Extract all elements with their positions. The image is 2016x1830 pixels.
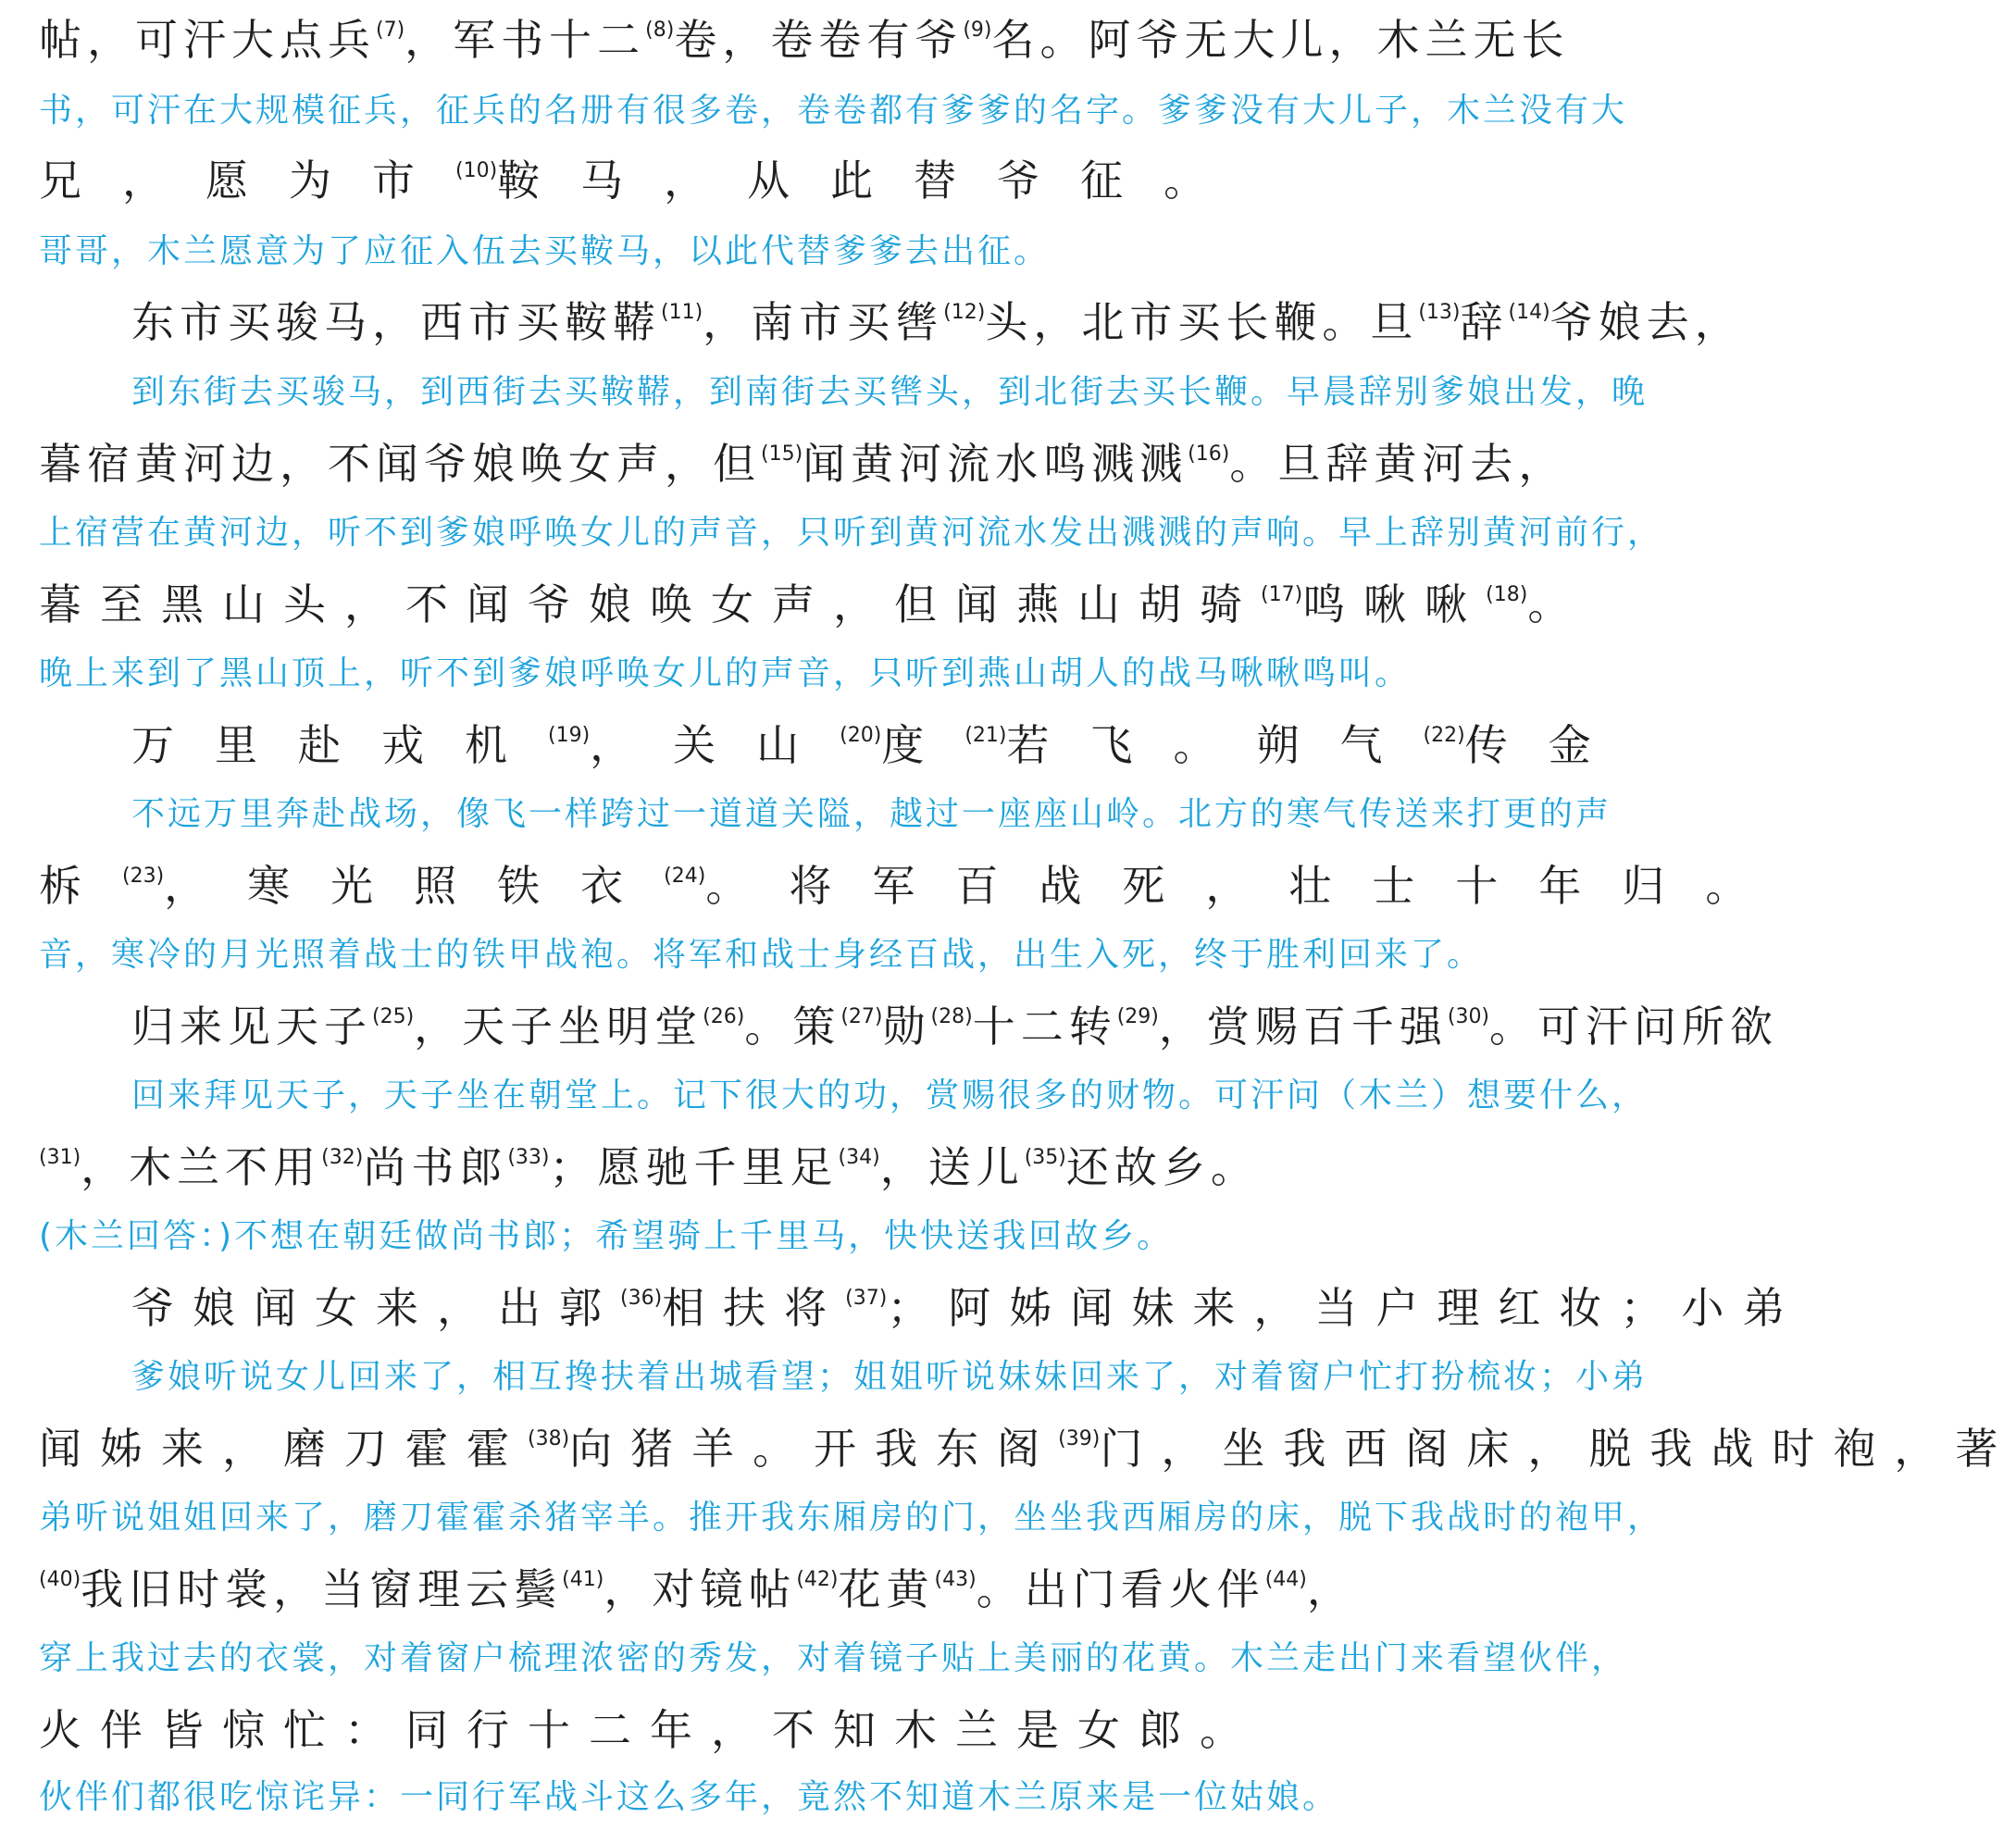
original-text: ，对镜帖 — [604, 1564, 797, 1614]
footnote-marker: (19) — [548, 724, 591, 747]
original-text: 爷娘闻女来，出郭 — [131, 1283, 620, 1333]
translation-line: 弟听说姐姐回来了，磨刀霍霍杀猪宰羊。推开我东厢房的门，坐坐我西厢房的床，脱下我战时的袍甲， — [39, 1499, 1664, 1537]
footnote-marker: (27) — [840, 1005, 883, 1028]
original-text: 归来见天子 — [131, 1002, 372, 1052]
translation-line: 书，可汗在大规模征兵，征兵的名册有很多卷，卷卷都有爹爹的名字。爹爹没有大儿子，木兰没有大 — [39, 92, 1628, 130]
original-text: ，赏赐百千强 — [1158, 1002, 1448, 1052]
footnote-marker: (30) — [1447, 1005, 1490, 1028]
footnote-marker: (9) — [963, 19, 992, 42]
translation-line: 晚上来到了黑山顶上，听不到爹娘呼唤女儿的声音，只听到燕山胡人的战马啾啾鸣叫。 — [39, 654, 1412, 692]
original-text: 辞 — [1460, 297, 1509, 347]
footnote-marker: (16) — [1188, 442, 1230, 466]
original-text: 。将军百战死，壮士十年归。 — [705, 861, 1789, 911]
original-text: 万里赴戎机 — [131, 720, 548, 770]
footnote-marker: (7) — [376, 19, 405, 42]
footnote-marker: (38) — [528, 1427, 570, 1450]
original-line — [39, 297, 1809, 347]
original-text: 门，坐我西阁床，脱我战时袍，著 — [1100, 1424, 2016, 1474]
footnote-marker: (25) — [372, 1005, 415, 1028]
original-text: 火伴皆惊忙：同行十二年，不知木兰是女郎。 — [39, 1705, 1261, 1755]
footnote-marker: (20) — [840, 724, 882, 747]
original-text: 兄，愿为市 — [39, 156, 455, 205]
footnote-marker: (10) — [455, 159, 498, 182]
original-text: 闻姊来，磨刀霍霍 — [39, 1424, 528, 1474]
footnote-marker: (28) — [930, 1005, 973, 1028]
original-line — [39, 1564, 1809, 1614]
footnote-marker: (14) — [1508, 301, 1550, 324]
original-text: ，军书十二 — [404, 15, 646, 65]
footnote-marker: (24) — [664, 865, 706, 888]
translation-line: 上宿营在黄河边，听不到爹娘呼唤女儿的声音，只听到黄河流水发出溅溅的声响。早上辞别黄河前行， — [39, 514, 1664, 552]
footnote-marker: (8) — [645, 19, 675, 42]
original-text: 。可汗问所欲 — [1489, 1002, 1779, 1052]
original-text: 名。阿爷无大儿，木兰无长 — [991, 15, 1570, 65]
footnote-marker: (43) — [934, 1568, 977, 1591]
original-text: 花黄 — [838, 1564, 935, 1614]
original-text: 柝 — [39, 861, 122, 911]
original-text: 鸣啾啾 — [1302, 579, 1487, 629]
original-text: ；愿驰千里足 — [549, 1142, 839, 1192]
original-text: ，天子坐明堂 — [414, 1002, 703, 1052]
footnote-marker: (12) — [943, 301, 986, 324]
translation-line: 音，寒冷的月光照着战士的铁甲战袍。将军和战士身经百战，出生入死，终于胜利回来了。 — [39, 936, 1484, 974]
footnote-marker: (40) — [39, 1568, 81, 1591]
original-text: ，送儿 — [879, 1142, 1025, 1192]
original-line — [39, 15, 1809, 65]
footnote-marker: (37) — [845, 1287, 888, 1310]
original-text: 头，北市买长鞭。旦 — [985, 297, 1419, 347]
original-text: 暮至黑山头，不闻爷娘唤女声，但闻燕山胡骑 — [39, 579, 1261, 629]
original-text: 我旧时裳，当窗理云鬓 — [81, 1564, 563, 1614]
original-text: 。出门看火伴 — [976, 1564, 1265, 1614]
footnote-marker: (31) — [39, 1146, 81, 1169]
original-text: 向猪羊。开我东阁 — [569, 1424, 1059, 1474]
footnote-marker: (32) — [321, 1146, 364, 1169]
original-text: 爷娘去， — [1549, 297, 1743, 347]
original-text: 还故乡。 — [1065, 1142, 1259, 1192]
translation-line: 穿上我过去的衣裳，对着窗户梳理浓密的秀发，对着镜子贴上美丽的花黄。木兰走出门来看望伙伴， — [39, 1639, 1628, 1677]
original-line — [39, 1705, 1809, 1755]
footnote-marker: (17) — [1261, 583, 1303, 606]
original-text: 尚书郎 — [363, 1142, 508, 1192]
translation-line: 不远万里奔赴战场，像飞一样跨过一道道关隘，越过一座座山岭。北方的寒气传送来打更的声 — [131, 795, 1612, 833]
footnote-marker: (11) — [661, 301, 703, 324]
original-line — [39, 1424, 2016, 1474]
footnote-marker: (33) — [507, 1146, 550, 1169]
original-text: 十二转 — [972, 1002, 1117, 1052]
translation-line: 哥哥，木兰愿意为了应征入伍去买鞍马，以此代替爹爹去出征。 — [39, 232, 1051, 270]
footnote-marker: (36) — [620, 1287, 663, 1310]
translation-line: 到东街去买骏马，到西街去买鞍鞯，到南街去买辔头，到北街去买长鞭。早晨辞别爹娘出发，晚 — [131, 373, 1649, 411]
original-text: 度 — [881, 720, 965, 770]
original-text: 卷，卷卷有爷 — [674, 15, 964, 65]
original-line — [39, 1283, 1809, 1333]
original-line — [39, 156, 1809, 205]
footnote-marker: (39) — [1058, 1427, 1101, 1450]
translation-line: 爹娘听说女儿回来了，相互搀扶着出城看望；姐姐听说妹妹回来了，对着窗户忙打扮梳妆；小弟 — [131, 1358, 1649, 1396]
original-text: ， — [1306, 1564, 1355, 1614]
original-text: ，关山 — [590, 720, 840, 770]
original-text: 相扶将 — [662, 1283, 846, 1333]
footnote-marker: (18) — [1486, 583, 1528, 606]
footnote-marker: (41) — [562, 1568, 604, 1591]
original-text: 勋 — [882, 1002, 931, 1052]
original-text: 鞍马，从此替爷征。 — [497, 156, 1248, 205]
original-text: ，木兰不用 — [81, 1142, 322, 1192]
footnote-marker: (35) — [1024, 1146, 1066, 1169]
footnote-marker: (15) — [761, 442, 803, 466]
original-text: 暮宿黄河边，不闻爷娘唤女声，但 — [39, 439, 761, 489]
translation-line: (木兰回答：)不想在朝廷做尚书郎；希望骑上千里马，快快送我回故乡。 — [39, 1217, 1174, 1255]
original-text: ，南市买辔 — [703, 297, 944, 347]
original-line — [39, 720, 1809, 770]
original-text: 东市买骏马，西市买鞍鞯 — [131, 297, 661, 347]
original-text: ，寒光照铁衣 — [164, 861, 665, 911]
original-line — [39, 1002, 1809, 1052]
original-line — [39, 439, 1809, 489]
footnote-marker: (42) — [796, 1568, 839, 1591]
footnote-marker: (44) — [1264, 1568, 1307, 1591]
footnote-marker: (22) — [1423, 724, 1465, 747]
footnote-marker: (23) — [122, 865, 165, 888]
original-text: 闻黄河流水鸣溅溅 — [803, 439, 1188, 489]
translation-line: 回来拜见天子，天子坐在朝堂上。记下很大的功，赏赐很多的财物。可汗问（木兰）想要什么， — [131, 1077, 1649, 1114]
original-text: 帖，可汗大点兵 — [39, 15, 376, 65]
original-text: 若飞。朔气 — [1006, 720, 1424, 770]
footnote-marker: (26) — [703, 1005, 745, 1028]
translation-line: 伙伴们都很吃惊诧异：一同行军战斗这么多年，竟然不知道木兰原来是一位姑娘。 — [39, 1778, 1339, 1816]
original-text: 。旦辞黄河去， — [1229, 439, 1567, 489]
original-line — [39, 1142, 1809, 1192]
original-line — [39, 579, 1809, 629]
original-text: 传金 — [1464, 720, 1632, 770]
footnote-marker: (21) — [964, 724, 1007, 747]
original-text: ；阿姊闻妹来，当户理红妆；小弟 — [887, 1283, 1804, 1333]
footnote-marker: (29) — [1116, 1005, 1159, 1028]
footnote-marker: (13) — [1418, 301, 1461, 324]
original-line — [39, 861, 1809, 911]
footnote-marker: (34) — [838, 1146, 880, 1169]
original-text: 。 — [1527, 579, 1589, 629]
original-text: 。策 — [744, 1002, 841, 1052]
